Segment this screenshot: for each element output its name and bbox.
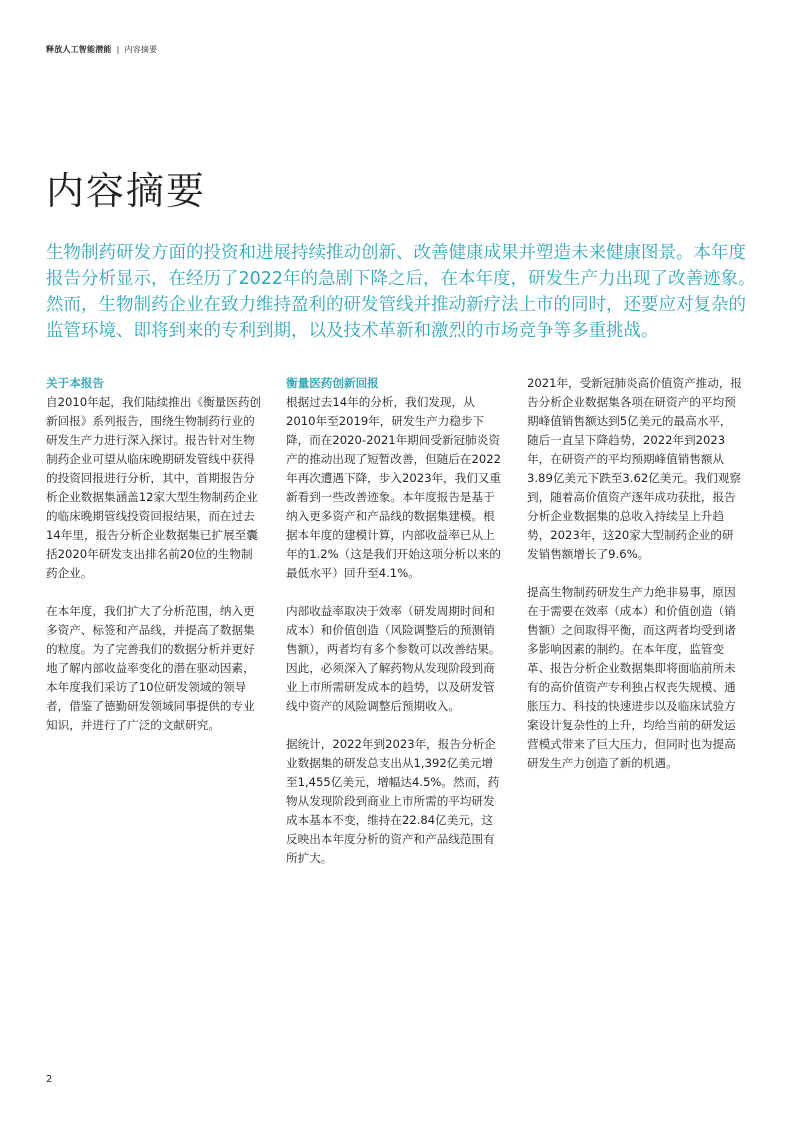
page-title: 内容摘要 xyxy=(46,169,207,213)
paragraph: 在本年度，我们扩大了分析范围，纳入更多资产、标签和产品线，并提高了数据集的粒度。为了完善我们的数据分析并更好地了解内部收益率变化的潜在驱动因素，本年度我们采访了10位研发领域的领导者，借鉴了德勤研发领域同事提供的专业知识，并进行了广泛的文献研究。 xyxy=(46,604,255,732)
paragraph: 据统计，2022年到2023年，报告分析企业数据集的研发总支出从1,392亿美元增至1,455亿美元，增幅达4.5%。然而，药物从发现阶段到商业上市所需的平均研发成本基本不变，维持在22.84亿美元，这反映出本年度分析的资产和产品线范围有所扩大。 xyxy=(286,737,500,865)
running-header xyxy=(46,44,157,55)
paragraph: 自2010年起，我们陆续推出《衡量医药创新回报》系列报告，围绕生物制药行业的研发生产力进行深入探讨。报告针对生物制药企业可望从临床晚期研发管线中获得的投资回报进行分析，其中，首期报告分析企业数据集涵盖12家大型生物制药企业的临床晚期管线投资回报结果，而在过去14年里，报告分析企业数据集已扩展至囊括2020年研发支出排名前20位的生物制药企业。 xyxy=(46,395,262,580)
column-1 xyxy=(46,374,262,754)
paragraph: 根据过去14年的分析，我们发现，从2010年至2019年，研发生产力稳步下降，而在2020-2021年期间受新冠肺炎资产的推动出现了短暂改善，但随后在2022年再次遭遇下降，步入2023年，我们又重新看到一些改善迹象。本年度报告是基于纳入更多资产和产品线的数据集建模。根据本年度的建模计算，内部收益率已从上年的1.2%（这是我们开始这项分析以来的最低水平）回升至4.1%。 xyxy=(286,395,502,580)
paragraph: 内部收益率取决于效率（研发周期时间和成本）和价值创造（风险调整后的预测销售额），两者均有多个参数可以改善结果。因此，必须深入了解药物从发现阶段到商业上市所需研发成本的趋势，以及研发管线中资产的风险调整后预期收入。 xyxy=(286,604,501,713)
section-heading-about-report: 关于本报告 xyxy=(46,376,104,390)
paragraph: 2021年，受新冠肺炎高价值资产推动，报告分析企业数据集各项在研资产的平均预期峰值销售额达到5亿美元的最高水平，随后一直呈下降趋势，2022年到2023年，在研资产的平均预期峰值销售额从3.89亿美元下跌至3.62亿美元。我们观察到，随着高价值资产逐年成功获批，报告分析企业数据集的总收入持续呈上升趋势，2023年，这20家大型制药企业的研发销售额增长了9.6%。 xyxy=(527,376,743,561)
section-heading-measuring-returns: 衡量医药创新回报 xyxy=(286,376,379,390)
header-doc-title: 释放人工智能潜能 xyxy=(46,45,112,54)
paragraph: 提高生物制药研发生产力绝非易事，原因在于需要在效率（成本）和价值创造（销售额）之间取得平衡，而这两者均受到诸多影响因素的制约。在本年度，监管变革、报告分析企业数据集即将面临前所未有的高价值资产专利独占权丧失规模、通胀压力、科技的快速进步以及临床试验方案设计复杂性的上升，均给当前的研发运营模式带来了巨大压力，但同时也为提高研发生产力创造了新的机遇。 xyxy=(527,585,736,770)
header-separator: | xyxy=(116,45,120,54)
column-3 xyxy=(527,374,743,792)
header-section: 内容摘要 xyxy=(124,45,158,54)
column-2 xyxy=(286,374,502,887)
page-number: 2 xyxy=(46,1074,53,1085)
lede-paragraph: 生物制药研发方面的投资和进展持续推动创新、改善健康成果并塑造未来健康图景。本年度报告分析显示，在经历了2022年的急剧下降之后，在本年度，研发生产力出现了改善迹象。然而，生物制药企业在致力维持盈利的研发管线并推动新疗法上市的同时，还要应对复杂的监管环境、即将到来的专利到期，以及技术革新和激烈的市场竞争等多重挑战。 xyxy=(46,243,756,341)
